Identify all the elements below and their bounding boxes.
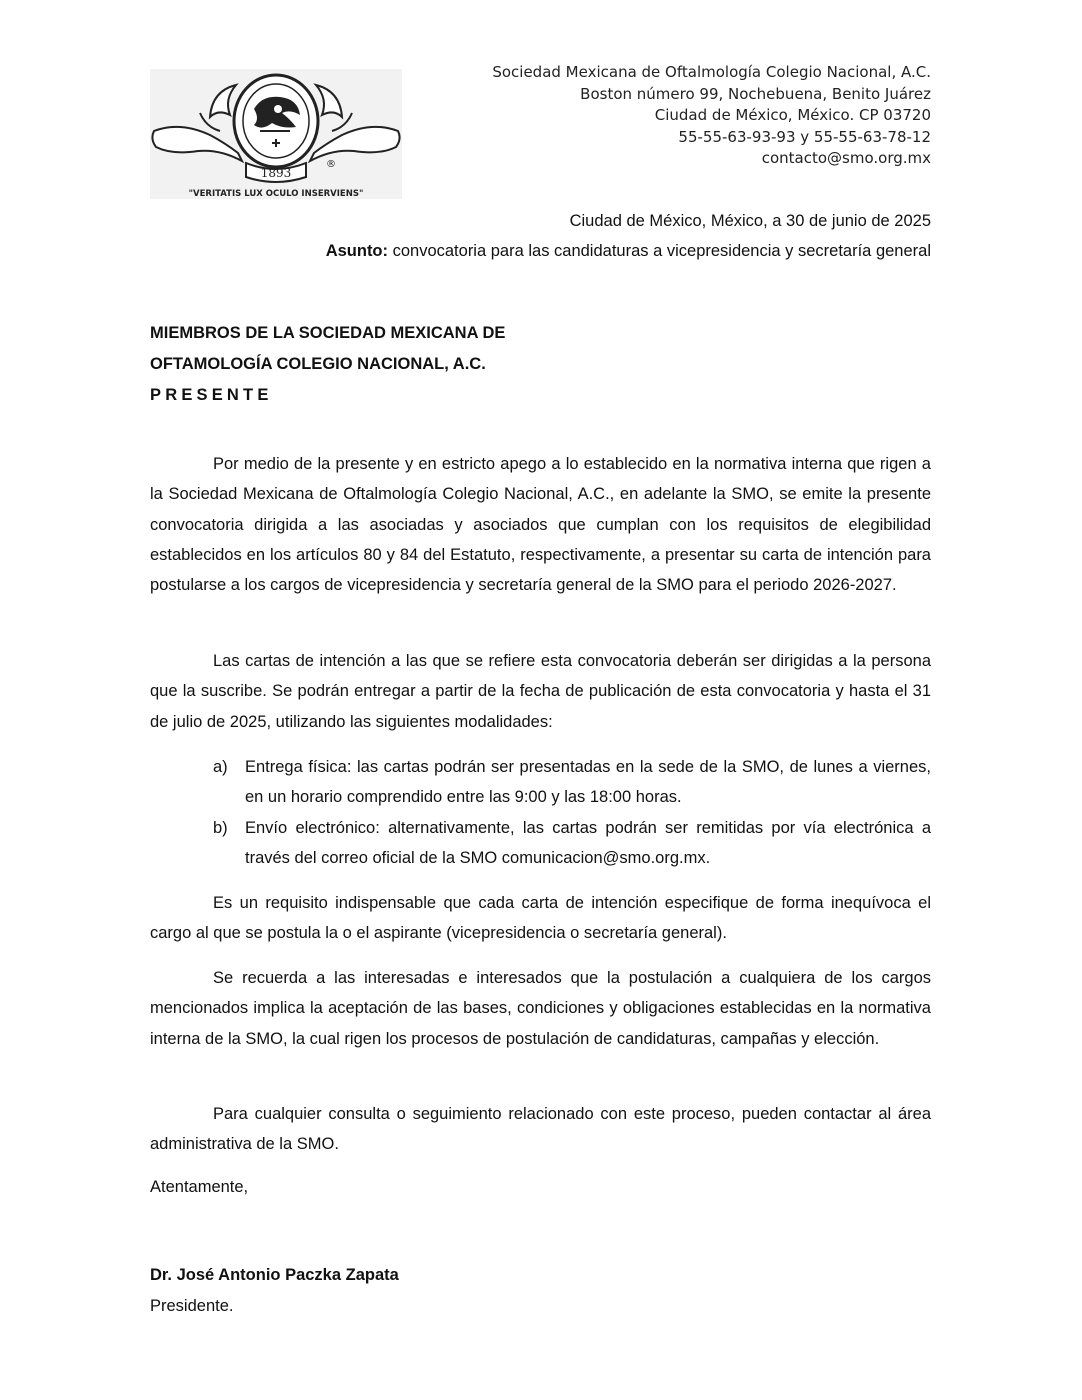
org-address-line-1: Boston número 99, Nochebuena, Benito Juárez — [580, 84, 931, 103]
paragraph-text: Para cualquier consulta o seguimiento relacionado con este proceso, pueden contactar al área administrativa de la SMO. — [150, 1105, 931, 1154]
paragraph-text: Se recuerda a las interesadas e interesados que la postulación a cualquiera de los cargos mencionados implica la aceptación de las bases, condiciones y obligaciones establecidas en la normativa interna de la SMO, la cual rigen los procesos de postulación de candidaturas, campañas y elección. — [150, 969, 931, 1048]
organization-header — [492, 62, 931, 170]
list-item-text: Envío electrónico: alternativamente, las cartas podrán ser remitidas por vía electrónica a través del correo oficial de la SMO comunicacion@smo.org.mx. — [245, 818, 931, 867]
signer-role: Presidente. — [150, 1297, 234, 1315]
delivery-methods-list — [150, 752, 931, 873]
logo-year: 1893 — [260, 166, 292, 180]
paragraph-text: Es un requisito indispensable que cada carta de intención especifique de forma inequívoca el cargo al que se postula la o el aspirante (vicepresidencia o secretaría general). — [150, 894, 931, 943]
signer-name: Dr. José Antonio Paczka Zapata — [150, 1266, 399, 1284]
subject-line — [326, 242, 931, 261]
recipient-block — [150, 318, 505, 411]
recipient-line-2: OFTAMOLOGÍA COLEGIO NACIONAL, A.C. — [150, 355, 486, 373]
closing: Atentamente, — [150, 1178, 249, 1196]
body-paragraph-3 — [150, 888, 931, 949]
org-email: contacto@smo.org.mx — [761, 149, 931, 167]
paragraph-text: Por medio de la presente y en estricto apego a lo establecido en la normativa interna que rigen a la Sociedad Mexicana de Oftalmología Colegio Nacional, A.C., en adelante la SMO, se emite la presente convocatoria dirigida a las asociadas y asociados que cumplan con los requisitos de elegibilidad establecidos en los artículos 80 y 84 del Estatuto, respectivamente, a presentar su carta de intención para postularse a los cargos de vicepresidencia y secretaría general de la SMO para el periodo 2026-2027. — [150, 455, 931, 595]
smo-emblem-icon — [150, 69, 402, 199]
list-marker: a) — [213, 758, 228, 776]
list-item-text: Entrega física: las cartas podrán ser presentadas en la sede de la SMO, de lunes a viernes, en un horario comprendido entre las 9:00 y las 18:00 horas. — [245, 758, 931, 807]
body-paragraph-5 — [150, 1099, 931, 1160]
body-paragraph-4 — [150, 963, 931, 1054]
recipient-line-3: PRESENTE — [150, 386, 273, 404]
subject-text: convocatoria para las candidaturas a vicepresidencia y secretaría general — [388, 242, 931, 260]
recipient-line-1: MIEMBROS DE LA SOCIEDAD MEXICANA DE — [150, 324, 506, 342]
smo-logo — [150, 69, 402, 199]
date-line: Ciudad de México, México, a 30 de junio de 2025 — [569, 212, 931, 230]
list-item — [150, 752, 931, 813]
list-item — [150, 813, 931, 874]
org-name: Sociedad Mexicana de Oftalmología Colegio Nacional, A.C. — [492, 63, 931, 81]
subject-label: Asunto: — [325, 242, 389, 260]
registered-mark: ® — [326, 159, 336, 170]
org-address-line-2: Ciudad de México, México. CP 03720 — [654, 106, 931, 124]
org-phones: 55-55-63-93-93 y 55-55-63-78-12 — [678, 127, 931, 146]
body-paragraph-1 — [150, 449, 931, 600]
logo-motto: "VERITATIS LUX OCULO INSERVIENS" — [188, 189, 364, 199]
paragraph-text: Las cartas de intención a las que se refiere esta convocatoria deberán ser dirigidas a la persona que la suscribe. Se podrán entregar a partir de la fecha de publicación de esta convocatoria y hasta el 31 de julio de 2025, utilizando las siguientes modalidades: — [150, 652, 931, 731]
list-marker: b) — [213, 818, 228, 837]
body-paragraph-2 — [150, 646, 931, 737]
